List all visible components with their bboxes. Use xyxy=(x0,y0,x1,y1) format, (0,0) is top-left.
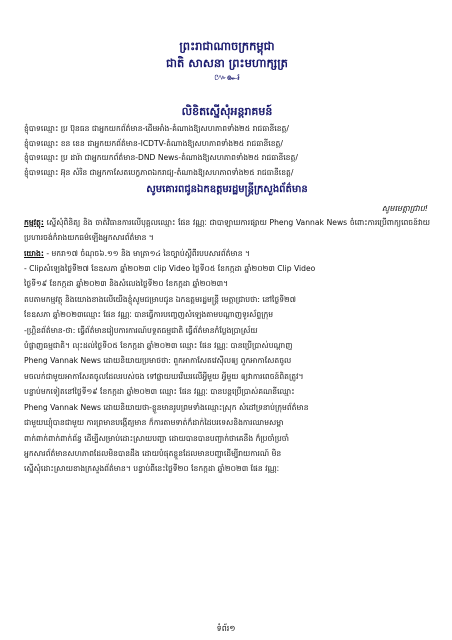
national-motto: ជាតិ សាសនា ព្រះមហាក្សត្រ xyxy=(166,56,288,70)
reference-label: យោង: xyxy=(24,248,44,258)
reference-text: - មករា១៧ ចំណុច៦.១១ និង មាត្រា១៤ នៃច្បាប់ស្តីពីរបបសារព័ត៌មាន ។ xyxy=(43,248,250,258)
body-line: បន្ទាប់មកទៀតនៅថ្ងៃទី១៩ ខែកក្កដា ឆ្នាំ២០២៣ ឈ្មោះ ផែន វណ្ណៈ បានបន្តប្រើប្រាស់គណនីឈ្មោះ xyxy=(24,387,295,397)
letter-title: លិខិតស្នើសុំអន្តរាគមន៍ xyxy=(181,105,273,118)
letter-subject: សូមគោរពជូនឯកឧត្តមរដ្ឋមន្ត្រីក្រសួងព័ត៌មាន xyxy=(146,183,308,195)
body-line: ខែឧសភា ឆ្នាំ២០២៣ឈ្មោះ ផែន វណ្ណៈ បានធ្វើការបញ្ចេញសំឡេងតាមបណ្តាញទូរស័ព្ទក្រុម xyxy=(24,310,274,320)
ornament-divider: ៚๛៛ xyxy=(213,73,240,83)
body-line: អ្នកសារព័ត៌មានសហភាពដែលមិនបានដឹង ដោយបំផុតខ្លួនដែលមានបញ្ហាដើម្បីរាយការណ៍ មិន xyxy=(24,448,282,458)
kingdom-heading: ព្រះរាជាណាចក្រកម្ពុជា xyxy=(179,39,275,53)
body-line: តបតាមកម្មវត្ថុ និងយោងខាងលើយើងខ្ញុំសូមជម្រាបជូន ឯកឧត្តមរដ្ឋមន្ត្រី មេត្តាជ្រាបថា: នៅថ្ងៃទី២៧ xyxy=(24,294,296,304)
page-number: ទំព័រ១ xyxy=(216,624,236,633)
sender-line: ខ្ញុំបាទឈ្មោះ ប្រ ដារ៉ា ជាអ្នកយកព័ត៌មាន-DND News-តំណាងឱ្យសហភាពទាំង២៥ រាជធានីខេត្ត/ xyxy=(24,153,298,163)
reference-paragraph xyxy=(24,246,430,261)
sender-list xyxy=(24,122,430,181)
body-line: ស្នើសុំដោះស្រាយខាងក្រសួងព័ត៌មាន។ បន្ទាប់ពីនេះថ្ងៃទី២០ ខែកក្កដា ឆ្នាំ២០២៣ ផែន វណ្ណៈ xyxy=(24,464,280,474)
body-line: ពាក់ពាក់ពាក់ពាក់ព័ន្ធ ដើម្បីសម្រាប់ដោះស្រាយបញ្ហា ដោយបានបានបញ្ជាក់ថាគេនឹង ក៏ប្រចាំប្រចាំ xyxy=(24,433,290,443)
purpose-label: កម្មវត្ថុ: xyxy=(24,217,44,227)
body-line: Pheng Vannak News ដោយនិយាយថា-ខ្លួនមានរូបព្រមទាំងឈ្មោះស្រុក សំដៅទ្រនាប់ក្រុមព័ត៌មាន xyxy=(24,402,309,412)
sender-line: ខ្ញុំបាទឈ្មោះ ប្រ ប៊ុនធន ជាអ្នកយកព័ត៌មាន-ដើមអាំង-គំណាងឱ្យសហភាពទាំង២៥ រាជធានីខេត្ត/ xyxy=(24,124,289,133)
body-line: -ហ្គ្រិនព័ត៌មាន-ថា: ធ្វើព័ត៌មានរៀបការការណ៍បទ្ថតធម្មជាតិ ធ្វើព័ត៌មានកំប្លែងប្រាស្រ័យ xyxy=(24,325,258,335)
purpose-paragraph xyxy=(24,215,430,246)
body-line: - Clipសំឡេងថ្ងៃទី២៧ ខែឧសភា ឆ្នាំ២០២៣ clip Video ថ្ងៃទី០៥ ខែកក្កដា ឆ្នាំ២០២៣ Clip Video xyxy=(24,264,316,274)
letter-body xyxy=(24,261,430,477)
sender-line: ខ្ញុំបាទឈ្មោះ ខន ខេន ជាអ្នកយកព័ត៌មាន-ICDTV-តំណាងឱ្យសហភាពទាំង២៥ រាជធានីខេត្ត/ xyxy=(24,138,283,148)
purpose-text: ស្នើសុំពិនិត្យ និង ចាត់វិធានការលើបុគ្គលឈ្មោះ ផែន វណ្ណៈ ជាបាឡាឃការផ្សាយ Pheng Vannak News ចំពោះការប្រើពាក្យពេចន៍វាយប្រហារចង់កំរាងយកធម៌ឡើងអ្នកសារព័ត៌មាន ។ xyxy=(24,217,430,243)
greeting: សូមមេត្តាជ្រាប! xyxy=(381,203,428,213)
body-line: បំផ្លាញធម្មជាតិ។ លុះដល់ថ្ងៃទី០៥ ខែកក្កដា ឆ្នាំ២០២៣ ឈ្មោះ ផែន វណ្ណៈ បានប្រើប្រាស់បណ្តាញ xyxy=(24,341,293,351)
sender-line: ខ្ញុំបាទឈ្មោះ អ៊ុន សំរិន ជាអ្នកកាសែតបេក្ខភាពឯករាជ្យ-តំណាងឱ្យសហភាពទាំង២៥ រាជធានីខេត្ត/ xyxy=(24,168,294,178)
body-line: ជាមួយឃ្យុំបានជាមួយ ការព្រមានបង្កើត្យមាន ក៏ការតាមទាត់ក៏ដាក់ដៃបរទេសនិងការឈាមសម្ពា xyxy=(24,418,284,428)
body-line: Pheng Vannak News ដោយនិយាយប្រមាថថា: ពួកអាកាសែតវេស៊ីលឲ្យ ពួកអាកាសែតចូល xyxy=(24,356,292,366)
body-line: មចលក់ជាមួយអាកាសែតចូលដែលរបស់ចង ទៅផ្លាយឃរើឃរលើអ្វីមួយ អ្វីមួយ ឲ្យវាការពេចន៍ពិតត្រូវ។ xyxy=(24,371,304,381)
body-line: ថ្ងៃទី១៩ ខែកក្កដា ឆ្នាំ២០២៣ និងសំលេងថ្ងៃទី២០ ខែកក្កដា ឆ្នាំ២០២៣។ xyxy=(24,279,229,289)
